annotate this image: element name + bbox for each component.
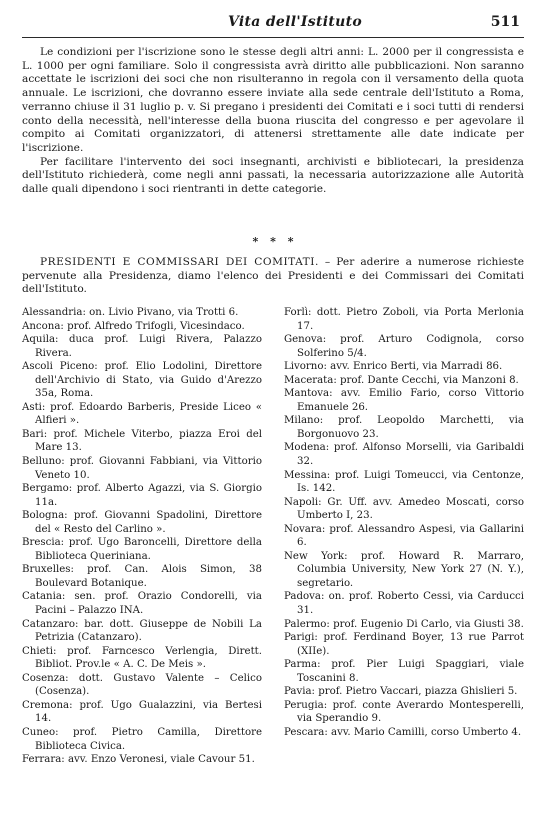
section-heading: PRESIDENTI E COMMISSARI DEI COMITATI. [40,256,319,268]
committee-entry: Parigi: prof. Ferdinand Boyer, 13 rue Parrot (XIIe). [284,632,524,657]
committee-entry: Bari: prof. Michele Viterbo, piazza Eroi del Mare 13. [22,428,262,454]
committee-entry: Napoli: Gr. Uff. avv. Amedeo Moscati, corso Umberto I, 23. [284,496,524,522]
committee-entry: Ancona: prof. Alfredo Trifogli, Vicesindaco. [22,320,245,332]
committee-entry: Forlì: dott. Pietro Zoboli, via Porta Merlonia 17. [284,307,524,332]
committee-entry: Padova: on. prof. Roberto Cessi, via Carducci 31. [284,591,524,617]
committee-entry: Aquila: duca prof. Luigi Rivera, Palazzo Rivera. [22,334,262,359]
intro-paragraph: Per facilitare l'intervento dei soci insegnanti, archivisti e bibliotecari, la presidenza dell'Istituto richiederà, come negli anni passati, la necessaria autorizzazione alle Autorità dalle quali dipendono i soci rientranti in dette categorie. [22,155,524,196]
committee-entry: Macerata: prof. Dante Cecchi, via Manzoni 8. [284,374,519,386]
committee-entry: New York: prof. Howard R. Marraro, Columbia University, New York 27 (N. Y.), segretario. [284,550,524,589]
committee-entry: Palermo: prof. Eugenio Di Carlo, via Giusti 38. [284,618,524,630]
committee-entry: Asti: prof. Edoardo Barberis, Preside Liceo « Alfieri ». [22,401,262,427]
committee-entry: Pescara: avv. Mario Camilli, corso Umberto 4. [284,726,522,738]
committee-entry: Pavia: prof. Pietro Vaccari, piazza Ghislieri 5. [284,686,518,698]
committee-entry: Bologna: prof. Giovanni Spadolini, Direttore del « Resto del Carlino ». [22,510,262,535]
intro-paragraph: Le condizioni per l'iscrizione sono le stesse degli altri anni: L. 2000 per il congressista e L. 1000 per ogni familiare. Solo il congressista avrà diritto alle pubblicazioni. Non saranno accettate le iscrizioni dei soci che non risulteranno in regola con il versamento della quota annuale. Le iscrizioni, che dovranno essere inviate alla sede centrale dell'Istituto a Roma, verranno chiuse il 31 luglio p. v. Si pregano i presidenti dei Comitati e i soci tutti di rendersi conto della necessità, nell'interesse della buona riuscita del congresso e per agevolare il compito ai Comitati organizzatori, di attenersi strettamente alle date indicate per l'iscrizione. [22,46,524,154]
committee-entry: Cuneo: prof. Pietro Camilla, Direttore Biblioteca Civica. [22,726,262,752]
running-header [0,0,550,34]
intro-text [22,46,524,197]
committee-entry: Catanzaro: bar. dott. Giuseppe de Nobili La Petrizia (Catanzaro). [22,618,262,644]
section-intro-text: – Per aderire a numerose richieste pervenute alla Presidenza, diamo l'elenco dei Presidenti e dei Commissari dei Comitati dell'Istituto. [22,256,525,296]
committee-list-left [22,306,262,767]
committee-entry: Alessandria: on. Livio Pivano, via Trotti 6. [22,307,239,318]
committee-entry: Parma: prof. Pier Luigi Spaggiari, viale Toscanini 8. [284,659,524,684]
committee-entry: Messina: prof. Luigi Tomeucci, via Centonze, Is. 142. [284,469,524,495]
committee-entry: Brescia: prof. Ugo Baroncelli, Direttore della Biblioteca Queriniana. [22,537,262,562]
committee-entry: Mantova: avv. Emilio Fario, corso Vittorio Emanuele 26. [284,388,524,413]
committee-entry: Belluno: prof. Giovanni Fabbiani, via Vittorio Veneto 10. [22,456,262,481]
page-number: 511 [490,14,520,30]
section-separator: * * * [252,235,298,248]
committee-entry: Genova: prof. Arturo Codignola, corso Solferino 5/4. [284,334,524,359]
committee-entry: Cosenza: dott. Gustavo Valente – Celico (Cosenza). [22,672,262,698]
section-intro [22,256,524,297]
committee-entry: Bergamo: prof. Alberto Agazzi, via S. Giorgio 11a. [22,483,262,508]
committee-entry: Chieti: prof. Farncesco Verlengia, Dirett. Bibliot. Prov.le « A. C. De Meis ». [22,645,262,671]
committee-entry: Bruxelles: prof. Can. Alois Simon, 38 Boulevard Botanique. [22,564,262,589]
committee-entry: Perugia: prof. conte Averardo Montesperelli, via Sperandio 9. [284,699,524,725]
committee-entry: Milano: prof. Leopoldo Marchetti, via Borgonuovo 23. [284,415,524,440]
committee-entry: Livorno: avv. Enrico Berti, via Marradi 86. [284,361,503,373]
committee-list-right [284,306,524,740]
committee-entry: Cremona: prof. Ugo Gualazzini, via Bertesi 14. [22,699,262,725]
running-title: Vita dell'Istituto [227,14,363,30]
header-rule [22,37,524,38]
committee-entry: Catania: sen. prof. Orazio Condorelli, via Pacini – Palazzo INA. [22,591,262,617]
committee-entry: Novara: prof. Alessandro Aspesi, via Gallarini 6. [284,523,524,549]
committee-entry: Modena: prof. Alfonso Morselli, via Garibaldi 32. [284,442,524,468]
committee-entry: Ascoli Piceno: prof. Elio Lodolini, Direttore dell'Archivio di Stato, via Guido d'Arezzo 35a, Roma. [22,361,262,400]
committee-entry: Ferrara: avv. Enzo Veronesi, viale Cavour 51. [22,754,255,766]
